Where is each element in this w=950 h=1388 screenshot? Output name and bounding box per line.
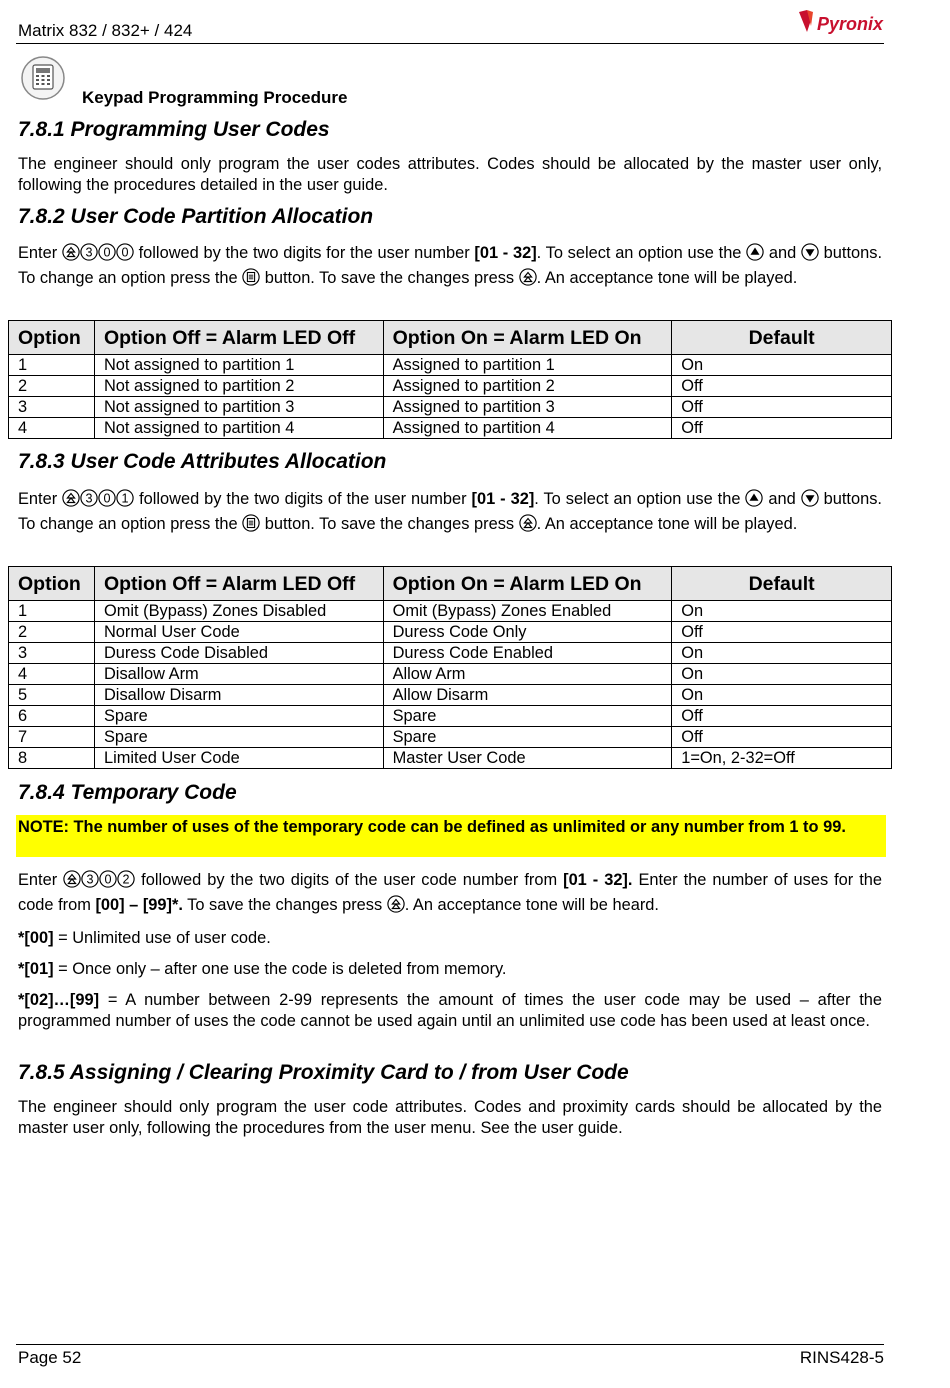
- up-arrow-key-icon: [746, 243, 764, 261]
- cell-off: Limited User Code: [94, 748, 383, 769]
- svg-text:0: 0: [103, 491, 111, 506]
- prog-key-icon: [387, 895, 405, 913]
- menu-key-icon: [242, 514, 260, 532]
- cell-default: Off: [672, 622, 892, 643]
- digit-key-icon: [117, 870, 135, 888]
- cell-off: Omit (Bypass) Zones Disabled: [94, 601, 383, 622]
- digit-key-icon: [80, 489, 98, 507]
- table-row: [9, 376, 892, 397]
- section-7-8-5-heading: 7.8.5 Assigning / Clearing Proximity Card to / from User Code: [18, 1061, 629, 1084]
- cell-off: Duress Code Disabled: [94, 643, 383, 664]
- cell-default: On: [672, 685, 892, 706]
- cell-default: On: [672, 664, 892, 685]
- svg-text:3: 3: [86, 872, 94, 887]
- cell-default: Off: [672, 706, 892, 727]
- header-option-off: Option Off = Alarm LED Off: [94, 567, 383, 601]
- cell-default: Off: [672, 727, 892, 748]
- header-option-off: Option Off = Alarm LED Off: [94, 321, 383, 355]
- header-default: Default: [672, 567, 892, 601]
- cell-on: Allow Disarm: [383, 685, 672, 706]
- digit-key-icon: [81, 870, 99, 888]
- cell-off: Not assigned to partition 3: [94, 397, 383, 418]
- cell-default: 1=On, 2-32=Off: [672, 748, 892, 769]
- table-row: [9, 748, 892, 769]
- section-7-8-2-instructions: Enter 3 0 0 followed by the two digits for the user number [01 - 32]. To select an option use the and buttons. To change an option press the button. To save the changes press . An acceptance tone will be played.: [18, 244, 882, 287]
- section-7-8-2-heading: 7.8.2 User Code Partition Allocation: [18, 205, 374, 228]
- section-7-8-3-instructions: Enter 3 0 1 followed by the two digits of the user number [01 - 32]. To select an option use the and buttons. To change an option press the button. To save the changes press . An acceptance tone will be played.: [18, 490, 882, 533]
- cell-option: 3: [9, 397, 95, 418]
- cell-on: Spare: [383, 706, 672, 727]
- prog-key-icon: [62, 489, 80, 507]
- brand-name: Pyronix: [817, 14, 884, 34]
- keypad-icon: [20, 55, 66, 101]
- cell-off: Spare: [94, 706, 383, 727]
- header-option: Option: [9, 567, 95, 601]
- cell-on: Omit (Bypass) Zones Enabled: [383, 601, 672, 622]
- table-row: [9, 706, 892, 727]
- cell-off: Not assigned to partition 2: [94, 376, 383, 397]
- cell-off: Spare: [94, 727, 383, 748]
- cell-option: 3: [9, 643, 95, 664]
- table-header-row: [9, 567, 892, 601]
- cell-option: 2: [9, 376, 95, 397]
- attributes-allocation-table: [8, 566, 892, 769]
- svg-text:2: 2: [122, 872, 130, 887]
- table-row: [9, 601, 892, 622]
- header-option: Option: [9, 321, 95, 355]
- cell-option: 5: [9, 685, 95, 706]
- uses-item-unlimited: *[00] = Unlimited use of user code.: [18, 929, 271, 947]
- table-row: [9, 727, 892, 748]
- cell-default: On: [672, 601, 892, 622]
- temporary-code-note: NOTE: The number of uses of the temporary code can be defined as unlimited or any number from 1 to 99.: [16, 815, 886, 857]
- prog-key-icon: [519, 268, 537, 286]
- svg-text:1: 1: [121, 491, 129, 506]
- cell-default: On: [672, 643, 892, 664]
- cell-on: Assigned to partition 2: [383, 376, 672, 397]
- header-default: Default: [672, 321, 892, 355]
- table-row: [9, 643, 892, 664]
- cell-option: 2: [9, 622, 95, 643]
- section-7-8-3-heading: 7.8.3 User Code Attributes Allocation: [18, 450, 387, 473]
- cell-default: Off: [672, 376, 892, 397]
- prog-key-icon: [63, 870, 81, 888]
- digit-key-icon: [116, 243, 134, 261]
- footer-rule: [16, 1344, 884, 1345]
- table-header-row: [9, 321, 892, 355]
- cell-off: Normal User Code: [94, 622, 383, 643]
- cell-off: Not assigned to partition 1: [94, 355, 383, 376]
- cell-on: Assigned to partition 4: [383, 418, 672, 439]
- prog-key-icon: [62, 243, 80, 261]
- cell-on: Duress Code Enabled: [383, 643, 672, 664]
- section-7-8-1-heading: 7.8.1 Programming User Codes: [18, 118, 330, 141]
- digit-key-icon: [116, 489, 134, 507]
- header-rule: [16, 43, 884, 44]
- svg-text:0: 0: [104, 872, 112, 887]
- cell-on: Spare: [383, 727, 672, 748]
- svg-text:0: 0: [121, 245, 129, 260]
- document-title: Matrix 832 / 832+ / 424: [18, 21, 193, 40]
- cell-option: 6: [9, 706, 95, 727]
- section-7-8-4-instructions: Enter 3 0 2 followed by the two digits of the user code number from [01 - 32]. Enter the number of uses for the code from [00] – [99]*. To save the changes press . An acceptance tone will be heard.: [18, 871, 883, 914]
- pyronix-logo: [797, 8, 885, 38]
- digit-key-icon: [80, 243, 98, 261]
- down-arrow-key-icon: [801, 489, 819, 507]
- up-arrow-key-icon: [745, 489, 763, 507]
- table-row: [9, 664, 892, 685]
- cell-option: 4: [9, 418, 95, 439]
- table-row: [9, 397, 892, 418]
- cell-off: Disallow Disarm: [94, 685, 383, 706]
- cell-on: Assigned to partition 1: [383, 355, 672, 376]
- uses-item-once: *[01] = Once only – after one use the code is deleted from memory.: [18, 960, 507, 978]
- header-option-on: Option On = Alarm LED On: [383, 321, 672, 355]
- cell-default: On: [672, 355, 892, 376]
- digit-key-icon: [99, 870, 117, 888]
- table-row: [9, 418, 892, 439]
- svg-text:0: 0: [103, 245, 111, 260]
- section-7-8-1-body: The engineer should only program the user codes attributes. Codes should be allocated by the master user only, following the procedures detailed in the user guide.: [18, 155, 882, 194]
- svg-text:3: 3: [85, 491, 93, 506]
- cell-default: Off: [672, 397, 892, 418]
- cell-default: Off: [672, 418, 892, 439]
- document-code: RINS428-5: [799, 1348, 884, 1367]
- prog-key-icon: [519, 514, 537, 532]
- cell-on: Duress Code Only: [383, 622, 672, 643]
- svg-text:3: 3: [85, 245, 93, 260]
- header-option-on: Option On = Alarm LED On: [383, 567, 672, 601]
- cell-option: 7: [9, 727, 95, 748]
- cell-on: Assigned to partition 3: [383, 397, 672, 418]
- menu-key-icon: [242, 268, 260, 286]
- cell-option: 4: [9, 664, 95, 685]
- cell-option: 8: [9, 748, 95, 769]
- uses-item-multiple: *[02]…[99] = A number between 2-99 represents the amount of times the user code may be used – after the programmed number of uses the code cannot be used again until an unlimited use code has been used at least once.: [18, 991, 882, 1030]
- cell-off: Disallow Arm: [94, 664, 383, 685]
- table-row: [9, 685, 892, 706]
- cell-off: Not assigned to partition 4: [94, 418, 383, 439]
- down-arrow-key-icon: [801, 243, 819, 261]
- cell-on: Master User Code: [383, 748, 672, 769]
- table-row: [9, 622, 892, 643]
- section-7-8-5-body: The engineer should only program the user code attributes. Codes and proximity cards should be allocated by the master user only, following the procedures from the user menu. See the user guide.: [18, 1098, 882, 1137]
- partition-allocation-table: [8, 320, 892, 439]
- digit-key-icon: [98, 489, 116, 507]
- cell-option: 1: [9, 601, 95, 622]
- page-number: Page 52: [18, 1348, 82, 1367]
- section-7-8-4-heading: 7.8.4 Temporary Code: [18, 781, 237, 804]
- cell-option: 1: [9, 355, 95, 376]
- table-row: [9, 355, 892, 376]
- digit-key-icon: [98, 243, 116, 261]
- cell-on: Allow Arm: [383, 664, 672, 685]
- keypad-programming-title: Keypad Programming Procedure: [82, 88, 348, 107]
